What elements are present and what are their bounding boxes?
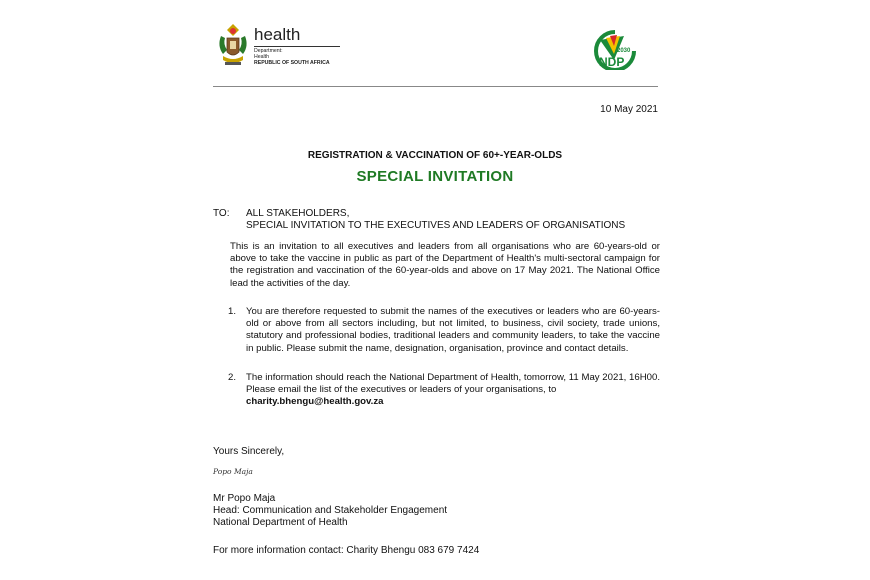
dept-line-2: Health <box>254 54 269 60</box>
ndp-text: NDP <box>599 55 625 69</box>
signatory-block <box>213 493 447 529</box>
item-1-text: You are therefore requested to submit the names of the executives or leaders who are 60-years-old or above from all sectors including, but not limited, to business, civil society, trade unions, statutory and professional bodies, traditional leaders and community leaders, to take the vaccine in public. Please submit the name, designation, organisation, province and contact details. <box>246 306 660 354</box>
item-2-text: The information should reach the National Department of Health, tomorrow, 11 May 2021, 16H00. Please email the list of the executives or leaders of your organisations, to <box>246 372 660 396</box>
letter-date: 10 May 2021 <box>600 104 658 115</box>
contact-email-link[interactable]: charity.bhengu@health.gov.za <box>246 396 384 408</box>
to-label: TO: <box>213 208 230 219</box>
signatory-role: Head: Communication and Stakeholder Engagement <box>213 505 448 516</box>
signature: Popo Maja <box>213 467 253 476</box>
dept-line-1: Department: <box>254 48 283 54</box>
to-line-1: ALL STAKEHOLDERS, <box>246 208 350 219</box>
item-1-number: 1. <box>228 306 237 317</box>
closing-line: Yours Sincerely, <box>213 446 285 457</box>
department-text <box>254 48 330 66</box>
item-2-block <box>246 372 660 409</box>
intro-paragraph: This is an invitation to all executives and leaders from all organisations who are 60-years-old or above to take the vaccine in public as part of the Department of Health's multi-sectoral campaign for the registration and vaccination of the 60-year-olds and above on 17 May 2021. The National Office lead the activities of the day. <box>230 241 660 289</box>
ndp-logo-icon <box>594 30 636 70</box>
signatory-org: National Department of Health <box>213 517 348 528</box>
health-wordmark: health <box>254 25 301 44</box>
contact-info: For more information contact: Charity Bhengu 083 679 7424 <box>213 545 480 556</box>
coat-of-arms-icon <box>213 22 253 70</box>
country-name: REPUBLIC OF SOUTH AFRICA <box>254 60 330 66</box>
letter-title: SPECIAL INVITATION <box>356 168 514 185</box>
signatory-name: Mr Popo Maja <box>213 493 276 504</box>
header-divider <box>213 86 658 87</box>
item-2-number: 2. <box>228 372 237 383</box>
letter-subtitle: REGISTRATION & VACCINATION OF 60+-YEAR-OLDS <box>307 150 563 161</box>
to-line-2: SPECIAL INVITATION TO THE EXECUTIVES AND LEADERS OF ORGANISATIONS <box>246 220 626 231</box>
ndp-year: 2030 <box>617 48 631 54</box>
health-divider <box>254 46 340 47</box>
to-recipients <box>246 208 625 232</box>
